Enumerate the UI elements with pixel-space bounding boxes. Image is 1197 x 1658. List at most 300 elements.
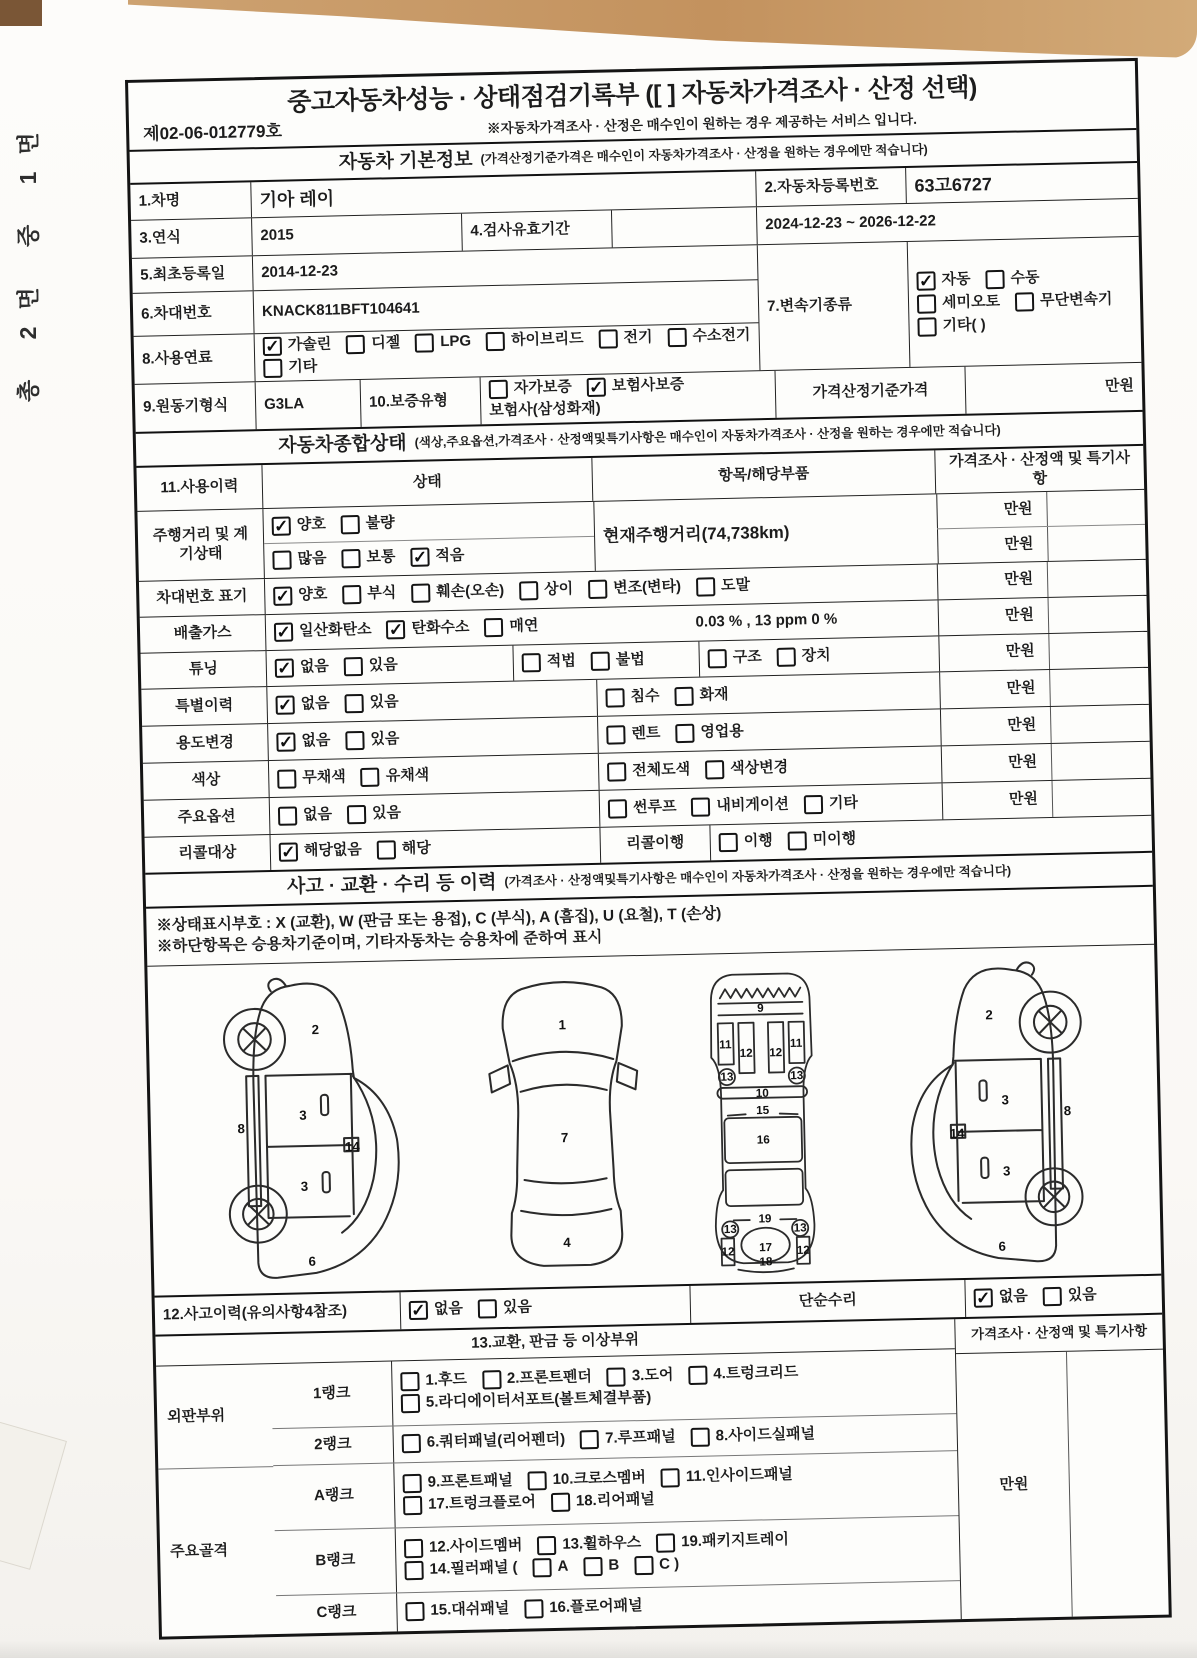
main-options-options: [269, 791, 600, 834]
car-top-view-diagram: [473, 966, 655, 1278]
price-base-unit: 만원: [964, 363, 1142, 414]
checkbox-10.크로스멤버[interactable]: [527, 1471, 546, 1490]
checkbox-label: 내비게이션: [716, 795, 790, 815]
checkbox-없음[interactable]: ✓: [275, 659, 294, 678]
panels-left: [155, 1319, 960, 1636]
checkbox-많음[interactable]: [272, 551, 291, 570]
checkbox-label: 11.인사이드패널: [685, 1466, 794, 1486]
checkbox-label: 전체도색: [631, 760, 691, 779]
main-options-items: [599, 784, 943, 827]
panels-price-value: 만원: [956, 1352, 1073, 1619]
car-underbody-diagram: [691, 962, 836, 1277]
page-margin-note: 총 2면 중 1면: [15, 115, 41, 402]
checkbox-13.휠하우스[interactable]: [537, 1536, 556, 1555]
checkbox-있음[interactable]: [478, 1299, 497, 1318]
checkbox-보험사보증[interactable]: ✓: [587, 378, 606, 397]
diagram-label-4: 4: [562, 1234, 571, 1250]
diagram-label-17: 17: [759, 1240, 773, 1254]
diagram-label-12: 12: [739, 1046, 753, 1060]
simple-repair-label: 단순수리: [689, 1280, 965, 1323]
inspection-period-empty: [611, 208, 757, 248]
diagram-label-15: 15: [756, 1103, 770, 1117]
accident-history-label: 12.사고이력(유의사항4참조): [162, 1302, 348, 1324]
checkbox-label: 자동: [941, 270, 971, 289]
checkbox-label: 8.사이드실패널: [715, 1425, 816, 1445]
checkbox-12.사이드멤버[interactable]: [404, 1539, 423, 1558]
checkbox-렌트[interactable]: [606, 725, 625, 744]
checkbox-자가보증[interactable]: [489, 380, 508, 399]
basic-left-rows-1-2: [130, 172, 756, 259]
checkbox-label: 불량: [365, 514, 395, 532]
model-year-label: 3.연식: [139, 229, 182, 248]
checkbox-LPG[interactable]: [415, 334, 434, 353]
rank2-label: 2랭크: [313, 1435, 352, 1454]
diagram-label-19: 19: [758, 1212, 772, 1226]
checkbox-불량[interactable]: [341, 515, 360, 534]
checkbox-label: 무단변속기: [1039, 290, 1113, 310]
checkbox-label: 1.후드: [425, 1371, 468, 1390]
vin-mark-price-box: [1047, 560, 1147, 597]
checkbox-label: 화재: [699, 685, 729, 704]
desk-background: [128, 0, 1197, 58]
rankB-line2: [404, 1556, 679, 1581]
emission-price-unit: 만원: [938, 598, 1049, 635]
checkbox-label: 15.대쉬패널: [430, 1600, 510, 1620]
checkbox-영업용[interactable]: [675, 723, 694, 742]
panels-header: 13.교환, 판금 등 이상부위: [155, 1319, 954, 1366]
underlying-sheet-corner: [0, 1420, 67, 1570]
transmission-line1: [916, 269, 1039, 291]
diagram-label-3: 3: [301, 1178, 309, 1194]
checkbox-label: 상이: [543, 580, 574, 599]
diagram-label-3: 3: [1000, 1092, 1009, 1108]
checkbox-label: 색상변경: [729, 758, 789, 777]
checkbox-label: 4.트렁크리드: [713, 1363, 799, 1383]
first-reg-label: 5.최초등록일: [140, 264, 226, 284]
checkbox-2.프론트펜더[interactable]: [482, 1370, 501, 1389]
basic-right-rows-1-2: [755, 163, 1139, 244]
diagram-label-3: 3: [299, 1107, 308, 1123]
checkbox-전체도색[interactable]: [607, 762, 626, 781]
checkbox-label: 14.필러패널 (: [429, 1559, 518, 1579]
checkbox-label: 10.크로스멤버: [552, 1469, 647, 1489]
mileage-price-box-2: [1047, 525, 1145, 561]
color-price-unit: 만원: [941, 744, 1052, 782]
checkbox-label: 있음: [1067, 1285, 1097, 1304]
checkbox-없음[interactable]: ✓: [409, 1300, 428, 1319]
transmission-label: 7.변속기종류: [757, 242, 910, 370]
diagram-label-16: 16: [756, 1133, 771, 1147]
checkbox-label: 미이행: [812, 830, 857, 849]
model-year-value: 2015: [251, 214, 462, 256]
diagram-label-14: 14: [345, 1138, 361, 1155]
checkbox-label: 수소전기: [692, 326, 751, 346]
color-label: 색상: [191, 770, 221, 789]
diagram-label-18: 18: [759, 1255, 773, 1269]
checkbox-매연[interactable]: [484, 618, 503, 637]
checkbox-label: LPG: [440, 332, 472, 351]
mileage-price-unit-1: 만원: [936, 492, 1047, 528]
checkbox-디젤[interactable]: [346, 335, 365, 354]
recall-action-options: [709, 821, 943, 861]
checkbox-적음[interactable]: ✓: [410, 548, 429, 567]
section-comprehensive-note: (색상,주요옵션,가격조사 · 산정액및특기사항은 매수인이 자동차가격조사 · 산정을 원하는 경우에만 적습니다): [414, 423, 1001, 450]
checkbox-label: 적법: [546, 652, 576, 671]
diagram-label-13: 13: [793, 1221, 807, 1235]
desk-corner-object: [0, 0, 42, 26]
diagram-label-11: 11: [719, 1038, 732, 1052]
diagram-label-2: 2: [311, 1021, 320, 1037]
checkbox-label: 일산화탄소: [298, 621, 372, 640]
checkbox-label: 디젤: [371, 334, 401, 353]
rank1-line2: [401, 1389, 652, 1413]
checkbox-1.후드[interactable]: [400, 1372, 419, 1391]
checkbox-label: 하이브리드: [510, 330, 584, 350]
checkbox-썬루프[interactable]: [608, 799, 627, 818]
checkbox-16.플로어패널[interactable]: [524, 1599, 543, 1618]
checkbox-label: 13.휠하우스: [562, 1534, 642, 1554]
checkbox-label: 많음: [297, 550, 327, 568]
checkbox-label: 6.쿼터패널(리어펜더): [426, 1431, 566, 1452]
mileage-price: [936, 490, 1145, 564]
section-accident-note: (가격조사 · 산정액및특기사항은 매수인이 자동차가격조사 · 산정을 원하는 경우에만 적습니다): [504, 864, 1012, 890]
emission-price-box: [1048, 596, 1148, 633]
col-item: 항목/해당부품: [591, 450, 935, 501]
checkbox-label: 7.루프패널: [604, 1428, 676, 1448]
checkbox-label: 있음: [371, 804, 402, 822]
checkbox-부식[interactable]: [342, 585, 361, 604]
car-name-label: 1.차명: [138, 192, 181, 211]
checkbox-4.트렁크리드[interactable]: [688, 1366, 707, 1385]
mileage-status-line2: [264, 536, 595, 577]
inspection-period-label: 4.검사유효기간: [461, 211, 612, 251]
checkbox-없음[interactable]: ✓: [275, 695, 294, 714]
checkbox-label: 수동: [1010, 269, 1040, 288]
outer-panel-group-label: 외판부위: [166, 1406, 226, 1426]
tuning-legal-options: [512, 642, 699, 681]
state-code-note-1: ※상태표시부호 : X (교환), W (판금 또는 용접), C (부식), A (흠집), U (요철), T (손상): [156, 905, 722, 935]
panels-price-box: [1067, 1349, 1169, 1616]
checkbox-label: 적음: [435, 547, 465, 565]
main-options-label: 주요옵션: [177, 807, 236, 826]
checkbox-label: 탄화수소: [411, 618, 470, 638]
reg-no-value: 63고6727: [905, 163, 1138, 203]
diagram-label-10: 10: [755, 1086, 770, 1100]
checkbox-label: 이행: [743, 832, 773, 851]
checkbox-탄화수소[interactable]: ✓: [386, 620, 405, 639]
vin-value: KNACK811BFT104641: [253, 280, 759, 333]
checkbox-B[interactable]: [583, 1557, 602, 1576]
service-notice: ※자동차가격조사 · 산정은 매수인이 원하는 경우 제공하는 서비스 입니다.: [486, 111, 918, 136]
first-reg-value: 2014-12-23: [252, 246, 758, 291]
checkbox-label: 양호: [296, 515, 326, 534]
checkbox-적법[interactable]: [522, 653, 541, 672]
checkbox-label: 2.프론트펜더: [506, 1368, 593, 1388]
diagram-label-12: 12: [721, 1245, 735, 1259]
rankB-line1: [404, 1531, 789, 1558]
checkbox-9.프론트패널[interactable]: [402, 1474, 421, 1493]
car-side-right-diagram: [871, 956, 1113, 1276]
usage-change-price-unit: 만원: [940, 707, 1051, 745]
checkbox-label: 없음: [302, 805, 333, 824]
diagram-label-8: 8: [237, 1120, 246, 1137]
transmission-options: [907, 237, 1142, 367]
checkbox-label: 16.플로어패널: [549, 1597, 643, 1617]
checkbox-훼손(오손)[interactable]: [411, 584, 430, 603]
checkbox-label: 해당없음: [303, 841, 363, 860]
section-comprehensive-title: 자동차종합상태: [277, 432, 407, 457]
checkbox-수동[interactable]: [985, 270, 1004, 289]
checkbox-label: 5.라디에이터서포트(볼트체결부품): [425, 1389, 652, 1412]
checkbox-기타[interactable]: [804, 795, 823, 814]
checkbox-8.사이드실패널[interactable]: [690, 1428, 709, 1447]
checkbox-label: 부식: [367, 584, 397, 603]
rankA-label: A랭크: [313, 1486, 355, 1505]
fuel-label: 8.사용연료: [141, 349, 213, 369]
checkbox-내비게이션[interactable]: [691, 797, 710, 816]
checkbox-label: 훼손(오손): [436, 582, 505, 601]
inline-label: 보험사(삼성화재): [489, 399, 601, 420]
checkbox-label: B: [608, 1556, 620, 1575]
checkbox-label: 구조: [732, 648, 762, 667]
checkbox-19.패키지트레이[interactable]: [656, 1534, 675, 1553]
checkbox-label: 자가보증: [513, 378, 572, 397]
checkbox-7.루프패널[interactable]: [580, 1430, 599, 1449]
recall-action-label: 리콜이행: [599, 826, 710, 863]
checkbox-6.쿼터패널(리어펜더)[interactable]: [402, 1434, 421, 1453]
checkbox-없음[interactable]: ✓: [974, 1288, 993, 1307]
checkbox-있음[interactable]: [344, 657, 363, 676]
checkbox-기타[interactable]: [263, 359, 282, 378]
checkbox-없음[interactable]: [278, 806, 297, 825]
checkbox-불법[interactable]: [591, 652, 610, 671]
checkbox-label: 있음: [370, 730, 400, 748]
checkbox-해당없음[interactable]: ✓: [279, 843, 298, 862]
mileage-price-box-1: [1046, 490, 1144, 526]
engine-type-label: 9.원동기형식: [142, 397, 229, 416]
main-options-price-unit: 만원: [942, 781, 1053, 819]
color-options: [268, 754, 599, 797]
checkbox-있음[interactable]: [345, 731, 364, 750]
diagram-label-7: 7: [560, 1129, 569, 1146]
checkbox-구조[interactable]: [708, 649, 727, 668]
special-history-options: [266, 680, 597, 723]
checkbox-무채색[interactable]: [277, 769, 296, 788]
checkbox-label: 기타: [828, 794, 859, 812]
special-history-label: 특별이력: [175, 696, 234, 715]
diagram-label-12: 12: [769, 1045, 783, 1060]
tuning-kind-options: [698, 637, 939, 677]
checkbox-보통[interactable]: [341, 549, 360, 568]
panels-ranks: [271, 1349, 961, 1634]
checkbox-label: 도말: [720, 576, 751, 595]
checkbox-자동[interactable]: ✓: [916, 272, 935, 291]
page-bottom-shadow: [0, 1640, 1197, 1658]
checkbox-17.트렁크플로어[interactable]: [403, 1496, 422, 1515]
diagram-label-9: 9: [757, 1001, 764, 1015]
checkbox-label: 장치: [801, 647, 831, 665]
checkbox-해당[interactable]: [377, 841, 396, 860]
inspection-form: [125, 58, 1172, 1639]
rank1-line1: [400, 1364, 798, 1392]
checkbox-label: 영업용: [700, 722, 745, 741]
usage-change-options: [267, 717, 598, 760]
checkbox-label: 있음: [502, 1298, 533, 1316]
diagram-label-13: 13: [720, 1070, 734, 1084]
checkbox-있음[interactable]: [344, 694, 363, 713]
checkbox-label: A: [557, 1558, 569, 1576]
emission-options: [265, 608, 596, 650]
checkbox-가솔린[interactable]: ✓: [263, 337, 282, 356]
form-title: 중고자동차성능 · 상태점검기록부 ([ ] 자동차가격조사 · 산정 선택): [286, 73, 978, 117]
checkbox-A[interactable]: [532, 1558, 551, 1577]
mileage-label: 주행거리 및 계기상태: [152, 525, 249, 563]
checkbox-label: 썬루프: [632, 798, 677, 816]
emission-label: 배출가스: [173, 624, 232, 643]
col-price: 가격조사 · 산정액 및 특기사항: [934, 446, 1144, 494]
diagram-label-11: 11: [790, 1036, 803, 1050]
section-accident-title: 사고 · 교환 · 수리 등 이력: [286, 872, 497, 898]
vin-mark-price-unit: 만원: [937, 562, 1048, 599]
panels-price-header: 가격조사 · 산정액 및 특기사항: [955, 1314, 1163, 1354]
checkbox-하이브리드[interactable]: [486, 332, 505, 351]
current-mileage: 현재주행거리(74,738km): [593, 495, 937, 571]
checkbox-label: 침수: [630, 687, 660, 705]
checkbox-없음[interactable]: ✓: [276, 732, 295, 751]
checkbox-label: 기타: [288, 358, 318, 376]
checkbox-label: 9.프론트패널: [427, 1472, 513, 1492]
checkbox-label: 12.사이드멤버: [428, 1537, 523, 1557]
checkbox-색상변경[interactable]: [705, 760, 724, 779]
checkbox-label: 무채색: [302, 768, 346, 787]
checkbox-상이[interactable]: [519, 581, 538, 600]
accident-history-options: [400, 1286, 691, 1329]
special-history-price-unit: 만원: [939, 670, 1050, 708]
checkbox-label: 없음: [301, 731, 331, 750]
checkbox-5.라디에이터서포트(볼트체결부품)[interactable]: [401, 1394, 420, 1413]
checkbox-label: 세미오토: [941, 293, 1001, 312]
checkbox-기타( )[interactable]: [917, 318, 936, 337]
checkbox-미이행[interactable]: [788, 832, 807, 851]
checkbox-18.리어패널[interactable]: [551, 1493, 570, 1512]
engine-type-value: G3LA: [255, 380, 361, 429]
checkbox-label: 기타( ): [942, 316, 986, 335]
checkbox-label: 해당: [401, 839, 431, 858]
usage-change-price-box: [1050, 705, 1150, 743]
checkbox-label: 렌트: [631, 724, 661, 742]
checkbox-label: 양호: [298, 586, 328, 604]
col-usage-history: 11.사용이력: [160, 477, 239, 497]
recall-label: 리콜대상: [178, 844, 237, 863]
transmission-line2: [917, 291, 1113, 314]
checkbox-도말[interactable]: [696, 578, 715, 597]
checkbox-이행[interactable]: [719, 833, 738, 852]
checkbox-11.인사이드패널[interactable]: [661, 1468, 680, 1487]
rank1-label: 1랭크: [312, 1384, 351, 1403]
checkbox-장치[interactable]: [777, 648, 796, 667]
checkbox-유채색[interactable]: [361, 767, 380, 786]
inspection-period-value: 2024-12-23 ~ 2026-12-22: [756, 199, 1139, 244]
rankB-label: B랭크: [315, 1551, 356, 1570]
warranty-options: [480, 371, 776, 424]
checkbox-label: 19.패키지트레이: [680, 1531, 790, 1551]
checkbox-14.필러패널 ([interactable]: [404, 1561, 423, 1580]
frame-group-label: 주요골격: [158, 1466, 277, 1636]
car-name-value: 기아 레이: [250, 172, 756, 218]
transmission-line3: [917, 317, 986, 337]
tuning-price-unit: 만원: [938, 634, 1049, 671]
checkbox-있음[interactable]: [347, 805, 366, 824]
checkbox-C )[interactable]: [634, 1556, 653, 1575]
checkbox-세미오토[interactable]: [917, 295, 936, 314]
usage-change-label: 용도변경: [175, 733, 235, 752]
checkbox-label: 17.트렁크플로어: [427, 1493, 537, 1514]
checkbox-label: 보험사보증: [611, 376, 685, 395]
rankA-line1: [402, 1466, 793, 1494]
checkbox-변조(변타)[interactable]: [588, 580, 607, 599]
emission-values: 0.03 % , 13 ppm 0 %: [695, 610, 838, 632]
vin-mark-label: 차대번호 표기: [156, 587, 248, 607]
checkbox-label: 매연: [509, 617, 539, 636]
checkbox-수소전기[interactable]: [667, 328, 686, 347]
basic-left-rows-3-5: [132, 246, 760, 385]
checkbox-label: C ): [658, 1555, 680, 1574]
warranty-label: 10.보증유형: [360, 378, 481, 427]
car-diagrams: [147, 944, 1161, 1296]
vin-label: 6.차대번호: [140, 304, 212, 323]
reg-no-label: 2.자동차등록번호: [755, 168, 906, 206]
diagram-label-14: 14: [949, 1125, 965, 1141]
tuning-label: 튜닝: [188, 660, 219, 679]
checkbox-일산화탄소[interactable]: ✓: [274, 623, 293, 642]
main-options-price-box: [1052, 779, 1152, 817]
checkbox-있음[interactable]: [1043, 1287, 1062, 1306]
color-items: [598, 747, 942, 790]
checkbox-3.도어[interactable]: [607, 1368, 626, 1387]
recall-options: [270, 828, 601, 870]
diagram-label-13: 13: [723, 1222, 738, 1236]
checkbox-양호[interactable]: ✓: [272, 516, 291, 535]
state-code-note-2: ※하단항목은 승용차기준이며, 기타자동차는 승용차에 준하여 표시: [156, 929, 603, 956]
checkbox-label: 없음: [300, 694, 330, 713]
checkbox-label: 가솔린: [287, 335, 332, 354]
price-base-label: 가격산정기준가격: [775, 367, 966, 418]
section-basic-info-note: (가격산정기준가격은 매수인이 자동차가격조사 · 산정을 원하는 경우에만 적습니다): [480, 142, 928, 166]
tuning-options: [265, 646, 513, 686]
mileage-price-unit-2: 만원: [937, 527, 1048, 563]
checkbox-label: 전기: [623, 328, 653, 347]
diagram-label-12: 12: [796, 1243, 811, 1257]
checkbox-label: 3.도어: [631, 1366, 674, 1385]
tuning-price-box: [1048, 632, 1148, 669]
checkbox-양호[interactable]: ✓: [273, 587, 292, 606]
diagram-label-2: 2: [984, 1007, 993, 1023]
panels-price-column: [954, 1314, 1168, 1618]
checkbox-15.대쉬패널[interactable]: [405, 1602, 424, 1621]
diagram-label-13: 13: [790, 1068, 804, 1083]
checkbox-label: 없음: [433, 1299, 464, 1318]
checkbox-침수[interactable]: [605, 688, 624, 707]
checkbox-전기[interactable]: [598, 330, 617, 349]
usage-change-items: [597, 710, 941, 753]
rankA-line2: [403, 1491, 655, 1515]
checkbox-무단변속기[interactable]: [1015, 292, 1034, 311]
section-basic-info-title: 자동차 기본정보: [338, 148, 473, 173]
checkbox-label: 18.리어패널: [575, 1491, 655, 1510]
checkbox-화재[interactable]: [674, 686, 693, 705]
car-side-left-diagram: [196, 970, 438, 1290]
recall-price-empty: [942, 816, 1152, 856]
